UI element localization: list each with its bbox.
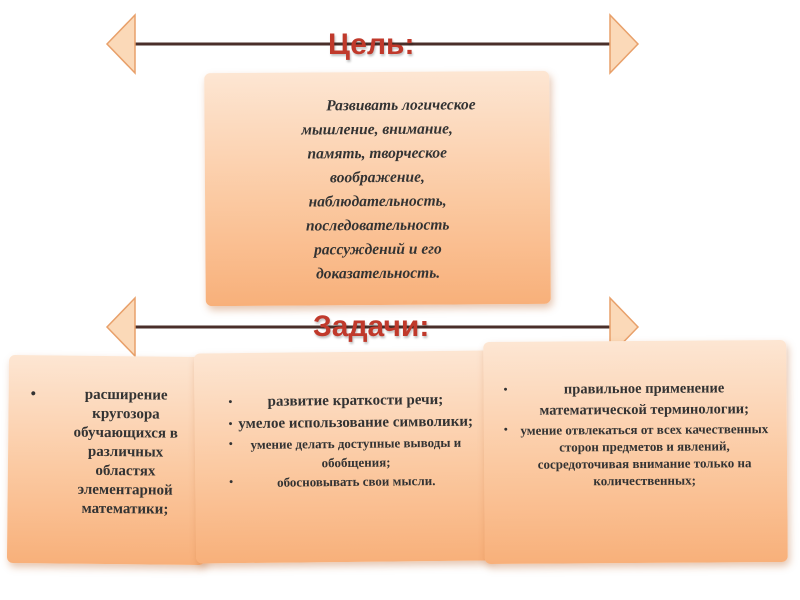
task-box-1 — [7, 355, 207, 565]
goal-line: память, творческое — [307, 144, 448, 163]
goal-line: мышление, внимание, — [301, 120, 453, 139]
task-box-2 — [194, 350, 492, 563]
task-item: • умение отвлекаться от всех качественных сторон предметов и явлений, сосредоточивая внимание только на количественных; — [512, 420, 777, 490]
arrow-head-left — [107, 15, 135, 73]
task-item: • обосновывать свои мысли. — [231, 471, 481, 493]
task-list-3 — [511, 378, 777, 490]
goal-line: Развивать логическое — [326, 96, 476, 115]
task-box-3 — [483, 340, 788, 564]
goal-line: воображение, — [329, 168, 425, 187]
task-item: • умение делать доступные выводы и обобщения; — [231, 433, 481, 474]
task-line: элементарной — [77, 481, 173, 499]
task-line: обучающихся в — [73, 424, 179, 442]
arrow-head-left — [107, 298, 135, 356]
goal-line: доказательность. — [315, 264, 441, 283]
tasks-heading: Задачи: — [313, 310, 430, 343]
task-item: • развитие краткости речи; — [230, 389, 480, 414]
task-list-1 — [47, 385, 203, 520]
goal-line: рассуждений и его — [314, 240, 442, 259]
task-item — [47, 385, 203, 520]
goal-panel — [204, 71, 551, 306]
goal-text — [204, 93, 550, 287]
task-list-2 — [230, 389, 481, 493]
task-line: математики; — [81, 500, 169, 518]
goal-line: последовательность — [305, 216, 450, 235]
task-line: различных — [87, 443, 164, 461]
task-line: областях — [95, 462, 156, 480]
arrow-head-right — [610, 15, 638, 73]
goal-heading: Цель: — [328, 28, 415, 61]
task-item: • правильное применение математической терминологии; — [511, 378, 776, 422]
task-line: • расширение — [84, 386, 168, 404]
task-item: • умелое использование символики; — [231, 411, 481, 436]
goal-line: наблюдательность, — [308, 192, 447, 211]
task-line: кругозора — [92, 405, 160, 423]
